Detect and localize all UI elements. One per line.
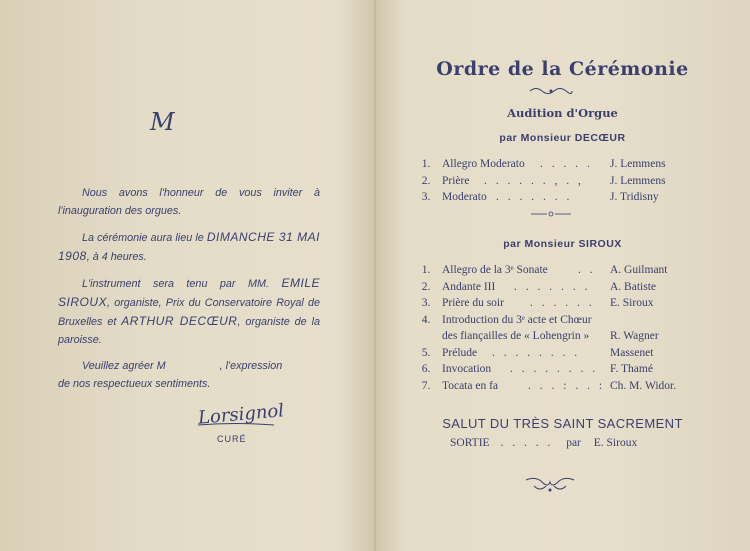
piece-title: Introduction du 3ᵉ acte et Chœur xyxy=(442,313,592,326)
p4-text-b: , l'expression xyxy=(219,360,283,372)
piece-title: Prélude xyxy=(442,346,478,359)
p2-text-b: , à 4 heures. xyxy=(86,251,147,263)
event-date: DIMANCHE 31 MAI 1908 xyxy=(58,230,320,263)
leader-dots: . . . : . . : xyxy=(528,379,606,392)
item-number: 1. xyxy=(421,264,431,276)
composer: J. Lemmens xyxy=(610,158,666,170)
invitation-closing: de nos respectueux sentiments. xyxy=(58,378,211,390)
piece-title-continued: des fiançailles de « Lohengrin » xyxy=(442,330,590,342)
item-number: 4. xyxy=(421,313,431,326)
invitation-paragraph-1: Nous avons l'honneur de vous inviter à l'inauguration des orgues. xyxy=(58,187,320,217)
organist-name-1: EMILE SIROUX xyxy=(58,276,320,309)
invitation-paragraph-3 xyxy=(58,274,320,349)
programme-item xyxy=(418,189,688,206)
item-number: 3. xyxy=(421,191,431,203)
section-ornament xyxy=(530,210,572,218)
composer: Massenet xyxy=(610,346,654,359)
programme-item xyxy=(418,361,688,378)
signature-title: CURÉ xyxy=(217,434,247,444)
item-number: 3. xyxy=(421,297,431,309)
page-fold xyxy=(374,0,376,551)
item-number: 7. xyxy=(421,379,431,392)
leader-dots: . . . . . xyxy=(540,158,593,170)
programme-item xyxy=(418,312,688,345)
programme-item xyxy=(418,378,688,395)
performer-heading-1: par Monsieur DECŒUR xyxy=(499,132,626,144)
section-heading-audition: Audition d'Orgue xyxy=(507,106,618,120)
leader-dots: . . . . . . xyxy=(530,297,595,309)
piece-title: Andante III xyxy=(442,280,496,293)
programme-item xyxy=(418,295,688,312)
closing-ornament xyxy=(522,474,578,494)
item-number: 5. xyxy=(421,346,431,359)
leader-dots: . . . . . . . xyxy=(496,191,573,203)
programme-part-2 xyxy=(418,262,688,394)
sortie-composer: E. Siroux xyxy=(593,437,638,449)
piece-title: Invocation xyxy=(442,363,492,375)
piece-title: Moderato xyxy=(442,191,487,203)
item-number: 1. xyxy=(421,158,431,170)
piece-title: Allegro de la 3ᵉ Sonate xyxy=(442,264,548,276)
composer: J. Tridisny xyxy=(610,191,659,203)
organist-name-2: ARTHUR DECŒUR xyxy=(121,314,238,328)
programme-part-1 xyxy=(418,156,688,206)
closing-heading: SALUT DU TRÈS SAINT SACREMENT xyxy=(442,416,683,431)
p3-text-a: L'instrument sera tenu par MM. xyxy=(82,278,282,290)
signature-flourish xyxy=(196,422,276,428)
leader-dots: . . xyxy=(578,264,596,276)
programme-item xyxy=(418,345,688,362)
item-number: 6. xyxy=(421,363,431,375)
programme-item xyxy=(418,173,688,190)
composer: Ch. M. Widor. xyxy=(610,379,677,392)
piece-title: Prière xyxy=(442,174,470,187)
piece-title: Tocata en fa xyxy=(442,379,499,392)
sortie-line xyxy=(450,437,637,449)
p3-text-c: , organiste de la paroisse. xyxy=(58,316,320,346)
leader-dots: . . . . . . . xyxy=(514,280,591,293)
p3-text-b: , organiste, Prix du Conservatoire Royal de Bruxelles et xyxy=(58,297,320,328)
leader-dots: . . . . . . . . xyxy=(510,363,599,375)
performer-heading-2: par Monsieur SIROUX xyxy=(503,238,622,250)
leader-dots: . . . . . . . . xyxy=(492,346,581,359)
item-number: 2. xyxy=(421,280,431,293)
composer: F. Thamé xyxy=(610,363,653,375)
programme-title: Ordre de la Cérémonie xyxy=(436,58,689,80)
invitation-text xyxy=(58,184,320,401)
programme-item xyxy=(418,262,688,279)
invitation-paragraph-2 xyxy=(58,228,320,266)
leader-dots: . . . . . . , . , xyxy=(484,174,584,187)
sortie-label: SORTIE xyxy=(450,437,490,449)
leader-dots: . . . . . xyxy=(500,437,554,449)
composer: A. Batiste xyxy=(610,280,656,293)
p4-text-a: Veuillez agréer M xyxy=(82,360,166,372)
p2-text-a: La cérémonie aura lieu le xyxy=(82,232,207,244)
composer: E. Siroux xyxy=(610,297,654,309)
composer: J. Lemmens xyxy=(610,174,666,187)
signature: Lorsignol xyxy=(197,400,285,429)
composer: R. Wagner xyxy=(610,330,659,342)
item-number: 2. xyxy=(421,174,431,187)
piece-title: Allegro Moderato xyxy=(442,158,525,170)
invitation-paragraph-4 xyxy=(58,357,320,375)
composer: A. Guilmant xyxy=(610,264,668,276)
programme-item xyxy=(418,156,688,173)
programme-item xyxy=(418,279,688,296)
salutation: M xyxy=(150,108,175,136)
piece-title: Prière du soir xyxy=(442,297,504,309)
sortie-par: par xyxy=(566,437,581,449)
title-ornament xyxy=(528,86,574,96)
